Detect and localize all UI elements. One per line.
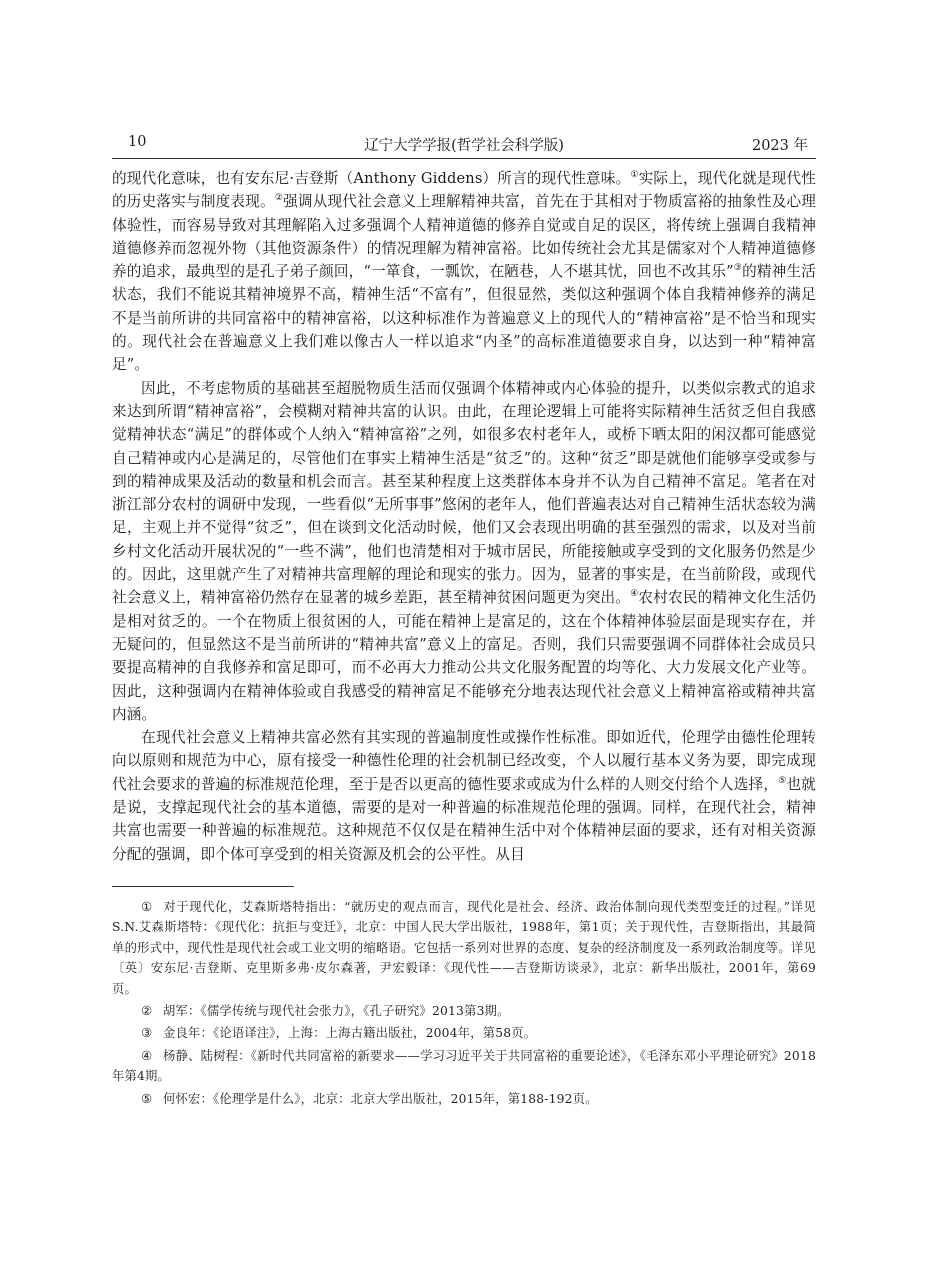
journal-title: 辽宁大学学报(哲学社会科学版) [364,138,564,154]
text-run: 在现代社会意义上精神共富必然有其实现的普遍制度性或操作性标准。即如近代，伦理学由德性伦理转向以原则和规范为中心，原有接受一种德性伦理的社会机制已经改变，个人以履行基本义务为要，即完成现代社会要求的普遍的标准规范伦理，至于是否以更高的德性要求或成为什么样的人则交付给个人选择， [112,729,816,793]
running-header [112,132,816,159]
text-run: 农村农民的精神文化生活仍是相对贫乏的。一个在物质上很贫困的人，可能在精神上是富足的，这在个体精神体验层面是现实存在，并无疑问的，但显然这不是当前所讲的“精神共富”意义上的富足。否则，我们只需要强调不同群体社会成员只要提高精神的自我修养和富足即可，而不必再大力推动公共文化服务配置的均等化、大力发展文化产业等。因此，这种强调内在精神体验或自我感受的精神富足不能够充分地表达现代社会意义上精神富裕或精神共富内涵。 [112,589,816,723]
footnote-mark: ③ [141,1026,153,1041]
text-run: 因此，不考虑物质的基础甚至超脱物质生活而仅强调个体精神或内心体验的提升，以类似宗教式的追求来达到所谓“精神富裕”，会模糊对精神共富的认识。由此，在理论逻辑上可能将实际精神生活贫乏但自我感觉精神状态“满足”的群体或个人纳入“精神富裕”之列，如很多农村老年人，或桥下晒太阳的闲汉都可能感觉自己精神或内心是满足的，尽管他们在事实上精神生活是“贫乏”的。这种“贫乏”即是就他们能够享受或参与到的精神成果及活动的数量和机会而言。甚至某种程度上这类群体本身并不认为自己精神不富足。笔者在对浙江部分农村的调研中发现，一些看似“无所事事”悠闲的老年人，他们普遍表达对自己精神生活状态较为满足，主观上并不觉得“贫乏”，但在谈到文化活动时候，他们又会表现出明确的甚至强烈的需求，以及对当前乡村文化活动开展状况的“一些不满”，他们也清楚相对于城市居民，所能接触或享受到的文化服务仍然是少的。因此，这里就产生了对精神共富理解的理论和现实的张力。因为，显著的事实是，在当前阶段，或现代社会意义上，精神富裕仍然存在显著的城乡差距，甚至精神贫困问题更为突出。 [112,379,816,607]
footnote-ref-3[interactable]: ③ [733,263,743,274]
footnote-mark: ④ [141,1048,153,1063]
text-run: 实际上，现代化就是现代性的历史落实与制度表现。 [112,170,816,211]
footnote-1 [112,897,816,999]
text-run: 的现代化意味，也有安东尼·吉登斯（Anthony Giddens）所言的现代性意味。 [112,170,631,187]
footnote-ref-1[interactable]: ① [630,170,639,181]
footnote-text: 对于现代化，艾森斯塔特指出：“就历史的观点而言，现代化是社会、经济、政治体制向现代类型变迁的过程。”详见S.N.艾森斯塔特：《现代化：抗拒与变迁》，北京：中国人民大学出版社，1988年，第1页；关于现代性，吉登斯指出，其最简单的形式中，现代性是现代社会或工业文明的缩略语。它包括一系列对世界的态度、复杂的经济制度及一系列政治制度等。详见〔英〕安东尼·吉登斯、克里斯多弗·皮尔森著，尹宏毅译：《现代性——吉登斯访谈录》，北京：新华出版社，2001年，第69页。 [112,899,816,996]
footnotes [112,897,816,1109]
footnote-mark: ⑤ [141,1091,153,1106]
footnote-3 [112,1023,816,1043]
footnote-divider [112,886,294,887]
footnote-4 [112,1046,816,1087]
footnote-ref-4[interactable]: ④ [630,589,639,600]
footnote-text: 胡军：《儒学传统与现代社会张力》，《孔子研究》2013第3期。 [163,1003,510,1018]
footnote-mark: ① [141,899,153,914]
footnote-5 [112,1089,816,1109]
publication-year: 2023 年 [751,138,808,154]
page-number: 10 [128,134,147,150]
footnote-ref-5[interactable]: ⑤ [778,775,787,786]
article-body [112,167,816,866]
text-run: 强调从现代社会意义上理解精神共富，首先在于其相对于物质富裕的抽象性及心理体验性，而容易导致对其理解陷入过多强调个人精神道德的修养自觉或自足的误区，将传统上强调自我精神道德修养而忽视外物（其他资源条件）的情况理解为精神富裕。比如传统社会尤其是儒家对个人精神道德修养的追求，最典型的是孔子弟子颜回，“一箪食，一瓢饮，在陋巷，人不堪其忧，回也不改其乐” [112,193,816,281]
footnote-text: 何怀宏：《伦理学是什么》，北京：北京大学出版社，2015年，第188-192页。 [163,1091,598,1106]
paragraph-1 [112,167,816,377]
footnote-mark: ② [141,1003,153,1018]
footnote-text: 金良年：《论语译注》，上海：上海古籍出版社，2004年，第58页。 [163,1026,537,1041]
text-run: 的精神生活状态，我们不能说其精神境界不高，精神生活“不富有”，但很显然，类似这种强调个体自我精神修养的满足不是当前所讲的共同富裕中的精神富裕，以这种标准作为普遍意义上的现代人的“精神富裕”是不恰当和现实的。现代社会在普遍意义上我们难以像古人一样以追求“内圣”的高标准道德要求自身，以达到一种“精神富足”。 [112,263,816,374]
footnote-ref-2[interactable]: ② [274,193,284,204]
paragraph-3 [112,726,816,866]
footnote-2 [112,1001,816,1021]
text-run: 也就是说，支撑起现代社会的基本道德，需要的是对一种普遍的标准规范伦理的强调。同样，在现代社会，精神共富也需要一种普遍的标准规范。这种规范不仅仅是在精神生活中对个体精神层面的要求，还有对相关资源分配的强调，即个体可享受到的相关资源及机会的公平性。从目 [112,775,816,863]
journal-page [112,132,816,1111]
paragraph-2 [112,377,816,726]
footnote-text: 杨静、陆树程：《新时代共同富裕的新要求——学习习近平关于共同富裕的重要论述》，《毛泽东邓小平理论研究》2018年第4期。 [112,1048,816,1084]
